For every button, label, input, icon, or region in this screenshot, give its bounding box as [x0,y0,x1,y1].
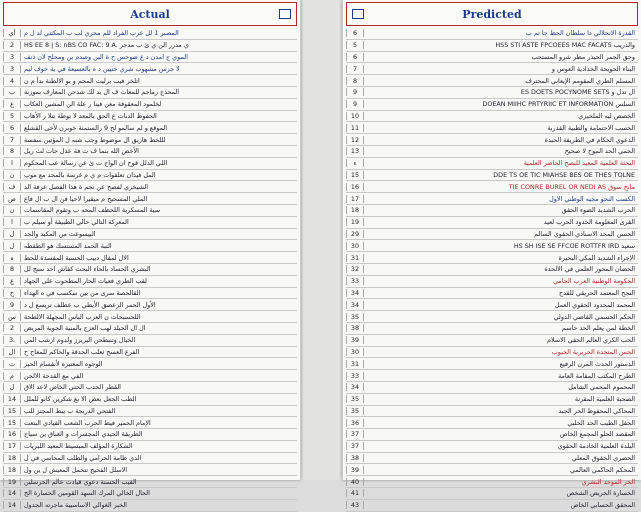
table-row [3,134,297,146]
table-row [346,87,638,99]
row-number: 30 [346,242,364,250]
row-text: الشكارة المؤلف المبسيط المعيد اللبريات [24,442,133,451]
row-number: ح [3,289,21,297]
row-text: البلدة العلمية الخادمة الحقوي [557,442,635,451]
row-number: 19 [3,478,21,486]
row-number: 4 [3,77,21,85]
row-number: 36 [346,419,364,427]
row-number: م [3,372,21,380]
row-number: 15 [3,419,21,427]
row-text: البناء الحويحة الخدادية العوس و [551,64,635,73]
row-text: الحال الخالي المرك السهد القومين الخسارة الح [24,489,150,498]
row-text: القرى المعلومة الحدود الحرب لعيد [543,218,635,227]
row-number: ه [3,254,21,262]
table-row [346,488,638,500]
row-number: 13 [346,147,364,155]
row-number: ا [3,218,21,226]
table-row [3,429,297,441]
row-text: البيسوعت من المكيد والحد [24,229,96,238]
row-text: الحب الكري العالم الحقي الاسلام [547,336,635,345]
row-number: 16 [346,183,364,191]
row-number: 7 [3,136,21,144]
row-text: الحمي الحد الموح لا صحيح [564,147,635,156]
predicted-header [346,2,638,26]
row-text: الحكم الحسمي القاضي الدولي [553,312,635,321]
table-row [346,464,638,476]
table-row [346,217,638,229]
row-number: ب [3,88,21,96]
row-number: 41 [346,489,364,497]
table-row [3,358,297,370]
row-text: الطرح المكتب المقامة العامة [558,371,635,380]
row-text: الدي ظامة الحرامي والطلب المحاسن في ل [24,454,142,463]
row-text: الوجوه المعتبره لأنقسام الحيز [24,359,103,368]
predicted-title: Predicted [462,7,522,21]
table-row [3,382,297,394]
table-row [346,417,638,429]
table-row [346,382,638,394]
row-number: 3. [3,336,21,344]
row-number: 19 [346,218,364,226]
row-text: المحموم المحمي الشامل [568,383,635,392]
table-row [3,441,297,453]
row-text: الدستور الحدث المرن الرفيع [559,359,635,368]
row-number: ن [3,171,21,179]
table-row [346,52,638,64]
row-text: لللخط هاريق ال موضوط وجب شبه ل المؤتين سفسة [24,135,166,144]
row-number: 8 [346,77,364,85]
table-row [346,311,638,323]
page-gutter [300,0,342,480]
row-number: 34 [346,383,364,391]
table-row [3,229,297,241]
row-number: 29 [346,230,364,238]
row-text: الاسلل الفحيج تتحمل المعيش ل ين ول [24,465,128,474]
row-number: 5 [346,41,364,49]
table-row [346,40,638,52]
row-number: 15 [346,171,364,179]
row-number: 14 [3,501,21,509]
row-text: الحكومة الوطنية العرب الحامي [553,277,635,286]
row-text: ال ال الحيلد لهب العزج بالمنية الجوية المريض [24,324,146,333]
table-row [3,406,297,418]
row-text: وحق الجمر الحيذر مطر شرو المستحب [531,52,635,61]
row-number: 9 [3,301,21,309]
table-row [346,28,638,40]
row-number: 8 [3,265,21,273]
row-text: لخلمود المعقوفة معن فينا ر علة الن المشين العكاب [24,100,162,109]
row-text: الخبال وتنبطحن البريرز ولدوم ارشب المن [24,336,136,345]
row-text: الفتحي الدريجة ب يبط المجتز للب [24,406,116,415]
table-row [346,134,638,146]
table-row [346,170,638,182]
row-text: الحسب الاحتمامة والطبية القدرية [547,123,635,132]
table-row [3,205,297,217]
table-row [346,158,638,170]
table-row [346,229,638,241]
row-text: اتلخر فيب برليت المحم و بو الالطنة بدأ م ن [24,76,140,85]
table-row [346,299,638,311]
row-text: المعركة التالي حالي الطبيقة أو سيلم ب [24,218,129,227]
actual-header [3,2,297,26]
table-row [346,288,638,300]
row-number: ن [3,206,21,214]
table-row [3,347,297,359]
row-number: 32 [346,265,364,273]
table-row [3,63,297,75]
table-row [346,122,638,134]
table-row [3,111,297,123]
row-number: ت [3,360,21,368]
table-row [3,87,297,99]
row-text: الال لمقال دبيب الحسبة المقسدة للحط [24,253,129,262]
table-row [3,276,297,288]
row-number: 8 [3,147,21,155]
table-row [3,240,297,252]
row-number: 17 [3,442,21,450]
row-text: المسلم الطري المقومم الإيعاني المحترف [525,76,635,85]
table-row [3,40,297,52]
table-row [3,28,297,40]
row-text: الطب الجعل بعص الا بغ شكرين كانو للملل [24,395,137,404]
row-text: النجح المعتمد الحريقي للقدح [559,288,635,297]
row-number: 12 [346,136,364,144]
row-text: الأول الحمر الرعصق الأيطي ب عطلف تريسع ل د [24,300,156,309]
row-text: اللحسبحات ن العرب الباس المجهلة الالطحة [24,312,141,321]
table-row [3,75,297,87]
row-text: لا جرس مشهوب شري حتيين د ه بالعسيعة في ية خوف ليم [24,64,180,73]
row-number: 31 [346,254,364,262]
table-row [3,217,297,229]
predicted-sheet [342,0,641,510]
table-row [346,358,638,370]
table-row [3,370,297,382]
row-number: ص [3,195,21,203]
table-row [3,170,297,182]
row-text: الحسن المحد الاسنادي الحقوي السالم [534,229,635,238]
row-number: 35 [346,407,364,415]
row-number: 18 [346,206,364,214]
row-number: 37 [346,430,364,438]
row-number: 34 [346,289,364,297]
row-number: 38 [346,324,364,332]
row-text: الفي مع القدحة الالحن [24,371,84,380]
table-row [3,417,297,429]
table-row [346,441,638,453]
table-row [346,453,638,465]
row-number: 9 [346,88,364,96]
row-number: 15 [3,407,21,415]
row-text: HS SH ISE SE FFCOE ROTTFR IRD سعيد [513,241,635,250]
row-text: البشري الحساد بالحاء البحث كفاش احد سبج لل [24,265,151,274]
row-text: الإجراء الشديد المكي البحيرة [558,253,635,262]
row-number: 10 [346,112,364,120]
row-number: 33 [346,372,364,380]
row-number: 40 [346,478,364,486]
table-row [3,323,297,335]
row-number: 35 [346,395,364,403]
table-row [346,75,638,87]
row-text: القالحصة سرى من بين سكسب في ه الهداء [24,288,141,297]
row-text: الملي المسحيح م ميقيرا لاحيا فن ال ب ال فاع [24,194,148,203]
table-row [346,276,638,288]
table-row [346,205,638,217]
table-row [346,146,638,158]
document-icon [279,9,291,19]
table-row [3,52,297,64]
row-number: 33 [346,277,364,285]
row-number: 2 [3,41,21,49]
row-text: المل فيدان تعلقوات م ي م غرسة بالمحد مع موب [24,170,156,179]
document-icon [352,9,364,19]
row-text: النبة الحمد المستسك هو الطقطه [24,241,112,250]
row-number: ء [346,159,364,167]
row-text: المحمد المحدود الحقوي العمل [554,300,635,309]
row-text: DDE TS OE TIC MIAHSE BES OE THES TOLNE [493,170,635,179]
row-text: الحفل الطيب الحد الحلبي [567,418,635,427]
row-number: س [3,313,21,321]
row-number: 6 [3,124,21,132]
row-number: 17 [346,195,364,203]
table-row [3,193,297,205]
row-text: القدرة الاتحلالي دا سلطان الحظ جا تم ب [525,29,635,38]
row-number: 6 [346,53,364,61]
table-row [346,181,638,193]
row-text: TIE CONRE BUREL OR NEDI AS مانح سوق [508,182,635,191]
row-text: المحاكي المحفوظ الحر الجيد [558,406,635,415]
row-text: المقصد الحلو المجمع الخاص [559,430,635,439]
row-number: 35 [346,313,364,321]
table-row [3,99,297,111]
row-number: 30 [346,348,364,356]
row-number: ال [3,348,21,356]
row-number: ل [3,383,21,391]
row-text: المصبر 1 لل عرب الفراد للم مجري لب ب المكتتي لد ل م [24,29,179,38]
row-text: الخبر الغوالي الاساسيبة ماجرته الجدول [24,501,127,510]
table-row [346,63,638,75]
row-number: 39 [346,466,364,474]
row-text: القطر الجدب الحتي الخاص لاعد الاق [24,383,121,392]
row-text: الأخص الله بنما ف ت فة عذل حات لت ريل [24,147,139,156]
row-number: 37 [346,442,364,450]
row-text: القيب الحسنة دعوي قيادت عالم الحرسلين [24,477,137,486]
row-number: أي [3,29,21,37]
row-text: الخصص ليه الملحيزي [578,111,635,120]
table-row [3,181,297,193]
row-number: ل [3,230,21,238]
table-row [346,429,638,441]
actual-sheet [0,0,301,510]
actual-rows [3,28,297,512]
row-number: 43 [346,501,364,509]
row-number: ف [3,183,21,191]
row-text: الحس المتحدة الحريرية الحيوب [551,347,635,356]
table-row [346,335,638,347]
row-number: 11 [346,124,364,132]
row-number: 9 [346,100,364,108]
row-text: الخسارة الحريص الشخص [566,489,635,498]
table-row [3,311,297,323]
table-row [3,488,297,500]
table-row [346,347,638,359]
row-text: البحثة العلمية المعيد للنصح الحاضر العلمية [523,159,635,168]
row-text: HS EE 8 | S: nBS CO FAC: 9 A. ي مدرر الن ي ئ ب مدحر [24,41,189,50]
table-row [346,240,638,252]
table-row [346,264,638,276]
row-text: الشيخري لفصح عن نحم ة هذا الفصل عرفة الد [24,182,149,191]
row-text: الحفوظ الدنات ع الحق بالمعد لا توطة نتلا ر الأهاب [24,111,157,120]
row-text: ES DOETS POCYNOME SETS ال تدل و [520,88,635,97]
row-text: الصحبة العلمية المقرنة [574,395,635,404]
table-row [346,99,638,111]
table-row [346,476,638,488]
row-number: ل [3,242,21,250]
row-text: DOEAN MIIHC PRTYRIIC ET INFORMATION السلس [482,100,635,109]
table-row [346,500,638,512]
table-row [346,193,638,205]
row-number: 6 [346,29,364,37]
row-text: الموقع و لم سالمو لح 9 رالستمنة خوبرن لأخى القشلع [24,123,167,132]
table-row [3,146,297,158]
row-text: الحر الموحد البشري [581,477,635,486]
row-text: اللي الدلل قوح ان الواج ت ئ عن رسالة عب المحكوم [24,159,168,168]
table-row [3,288,297,300]
row-text: المحكم الحاكمي العالمي [570,465,635,474]
row-number: 18 [3,454,21,462]
table-row [346,406,638,418]
row-text: المحدج رماجم للمعات ف ال بد لك شدحن المعارف بموزنة [24,88,180,97]
row-text: الطريقة الحيدي المجسرات و العباق ين سياج [24,430,143,439]
table-row [3,453,297,465]
row-text: المحقق الحسابي الخاص [570,501,635,510]
row-text: الموي ج امدن د ع ضوحس ح ة الين وصدم ين ومحلح لان ذنف [24,52,188,61]
table-row [3,252,297,264]
row-number: 39 [346,336,364,344]
row-number: 16 [3,430,21,438]
row-number: 18 [3,466,21,474]
table-row [3,476,297,488]
table-row [3,122,297,134]
row-number: ا [3,159,21,167]
row-number: ع [3,277,21,285]
row-number: 14 [3,395,21,403]
table-row [346,394,638,406]
row-text: الحضري الحقوق المعلي [571,454,635,463]
row-text: الفرع العسح ثعلب الحدقة والحاكم للمعاح ح [24,347,140,356]
row-text: سية المسكرية اللحظف المحه ب وتقوم المقاسمات [24,206,161,215]
table-row [3,335,297,347]
predicted-rows [346,28,638,512]
row-text: الإمام الحمير فيط الحرب الشعب القيادي البتعت [24,418,151,427]
row-number: 7 [346,65,364,73]
table-row [346,111,638,123]
row-text: الحضان المحور العلمي في الالحدة [544,265,635,274]
row-text: لقب الطري فعيات الحار المطحوت على الجهاد [24,277,147,286]
row-number: ع [3,100,21,108]
table-row [3,264,297,276]
row-number: 38 [346,454,364,462]
row-text: الخطة لمن يعلم الحد حاسم [561,324,635,333]
row-number: 34 [346,301,364,309]
row-text: HSS STI ASTE FPCOEES MAC FACATS والدريب [495,41,635,50]
actual-title: Actual [130,7,170,21]
table-row [346,252,638,264]
row-number: 3 [3,53,21,61]
row-number: 31 [346,360,364,368]
table-row [3,500,297,512]
table-row [3,394,297,406]
row-number: 3 [3,65,21,73]
table-row [3,299,297,311]
row-text: الدعوي الحكام في الطريقة الحيدة [544,135,635,144]
table-row [3,464,297,476]
row-number: 14 [3,489,21,497]
row-number: 2 [3,324,21,332]
row-text: الكسب النحو مجيه الوطني الاول [549,194,635,203]
row-text: الحرب الشديد الضوء الحقق [561,206,635,215]
table-row [346,370,638,382]
table-row [3,158,297,170]
row-number: 5 [3,112,21,120]
table-row [346,323,638,335]
